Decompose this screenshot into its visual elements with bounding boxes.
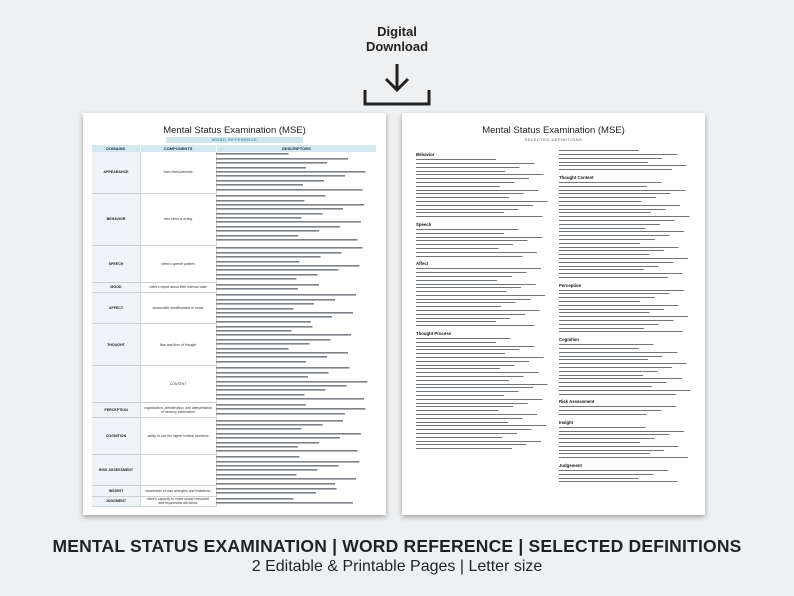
component-cell: how client presents	[140, 152, 216, 194]
section-heading: Speech	[416, 221, 432, 227]
definition-line	[416, 447, 549, 451]
definition-line	[559, 276, 692, 280]
descriptor-line	[216, 238, 377, 242]
domain-cell: COGNITION	[92, 418, 140, 455]
right-page-subtitle: SELECTED DEFINITIONS	[524, 137, 583, 142]
definitions-body	[416, 149, 692, 509]
section-heading: Thought Process	[416, 330, 452, 336]
component-cell: CONTENT	[140, 366, 216, 403]
component-cell: ability to use the higher cortical functions	[140, 418, 216, 455]
descriptor-line	[216, 359, 377, 363]
descriptor-cell	[216, 486, 377, 496]
descriptor-line	[216, 277, 377, 281]
descriptor-line	[216, 319, 377, 323]
component-cell: client's speech pattern	[140, 246, 216, 283]
domain-cell	[92, 366, 140, 403]
product-subtitle: 2 Editable & Printable Pages | Letter size	[251, 558, 543, 575]
selected-definitions-page	[402, 113, 705, 515]
mse-table	[92, 145, 377, 507]
descriptor-line	[216, 501, 377, 505]
column-header-descriptors: DESCRIPTORS	[217, 145, 377, 152]
section-heading: Affect	[416, 261, 429, 267]
header	[0, 0, 794, 110]
definition-line	[559, 413, 692, 417]
domain-cell: AFFECT	[92, 293, 140, 324]
domain-cell: SPEECH	[92, 246, 140, 283]
definitions-column-left	[416, 149, 549, 509]
descriptor-cell	[216, 152, 377, 194]
section-heading: Perception	[559, 282, 582, 288]
left-page-title: Mental Status Examination (MSE)	[163, 125, 306, 136]
descriptor-cell	[216, 497, 377, 507]
section-heading: Cognition	[559, 337, 580, 343]
section-heading: Behavior	[416, 152, 435, 157]
descriptor-cell	[216, 293, 377, 324]
definition-line	[416, 215, 549, 219]
domain-cell: BEHAVIOR	[92, 194, 140, 246]
definition-line	[416, 324, 549, 328]
descriptor-cell	[216, 324, 377, 366]
table-header	[92, 145, 377, 152]
definition-line	[559, 480, 692, 484]
component-cell: flow and form of thought	[140, 324, 216, 366]
descriptor-cell	[216, 194, 377, 246]
download-icon	[362, 62, 432, 108]
column-header-domains: DOMAINS	[92, 145, 141, 152]
domain-cell: JUDGMENT	[92, 497, 140, 507]
component-cell: client's capacity to make sound reasoned, and responsible decisions	[140, 497, 216, 507]
definition-line	[559, 168, 692, 172]
domain-cell: THOUGHT	[92, 324, 140, 366]
descriptor-line	[216, 187, 377, 191]
digital-download-label: Digital Download	[365, 24, 429, 54]
column-header-components: COMPONENTS	[141, 145, 217, 152]
component-cell: client's report about their internal state	[140, 283, 216, 293]
definitions-column-right	[559, 149, 692, 509]
domain-cell: APPEARANCE	[92, 152, 140, 194]
descriptor-cell	[216, 455, 377, 486]
descriptor-cell	[216, 366, 377, 403]
component-cell: observable manifestation of mood	[140, 293, 216, 324]
section-heading: Thought Content	[559, 174, 594, 180]
domain-cell: PERCEPTION	[92, 403, 140, 419]
descriptor-cell	[216, 283, 377, 293]
component-cell	[140, 455, 216, 486]
definition-line	[559, 456, 692, 460]
section-heading: Judgement	[559, 462, 582, 468]
right-page-title: Mental Status Examination (MSE)	[482, 125, 625, 136]
left-page-subtitle: WORD REFERENCE	[166, 137, 303, 143]
section-heading: Insight	[559, 419, 574, 425]
component-cell: awareness of own strengths and limitations	[140, 486, 216, 496]
definition-line	[559, 392, 692, 396]
domain-cell: RISK ASSESSMENT	[92, 455, 140, 486]
component-cell: how client is acting	[140, 194, 216, 246]
descriptor-line	[216, 481, 377, 485]
descriptor-line	[216, 287, 377, 291]
domain-cell: INSIGHT	[92, 486, 140, 496]
descriptor-cell	[216, 246, 377, 283]
word-reference-page	[83, 113, 386, 515]
section-heading: Risk Assessment	[559, 399, 595, 405]
descriptor-cell	[216, 403, 377, 419]
descriptor-cell	[216, 418, 377, 455]
product-title: MENTAL STATUS EXAMINATION | WORD REFERENCE | SELECTED DEFINITIONS	[52, 536, 742, 556]
table-body	[92, 152, 377, 507]
descriptor-line	[216, 397, 377, 401]
definition-line	[559, 330, 692, 334]
domain-cell: MOOD	[92, 283, 140, 293]
descriptor-line	[216, 491, 377, 495]
definition-line	[416, 254, 549, 258]
descriptor-line	[216, 411, 377, 415]
descriptor-line	[216, 449, 377, 453]
component-cell: organization, identification, and interpretation of sensory information	[140, 403, 216, 419]
